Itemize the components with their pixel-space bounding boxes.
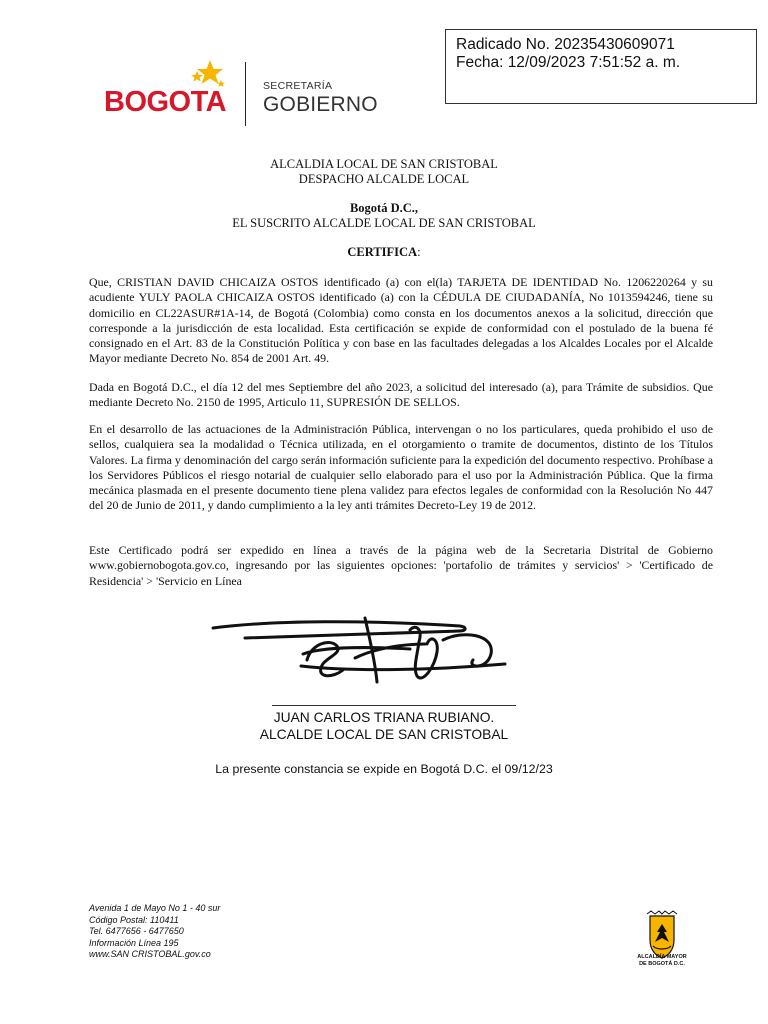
footer-address: Avenida 1 de Mayo No 1 - 40 sur: [89, 903, 221, 913]
logo-divider: [245, 62, 246, 126]
crest-caption: [620, 954, 704, 967]
certifica-colon: :: [417, 245, 421, 259]
paragraph-identification: Que, CRISTIAN DAVID CHICAIZA OSTOS identificado (a) con el(la) TARJETA DE IDENTIDAD No. 1206220264 y su acudiente YULY PAOLA CHICAIZA OSTOS identificado (a) con la CÉDULA DE CIUDADANÍA, No 1013594246, tiene su domicilio en CL22ASUR#1A-14, de Bogotá (Colombia) como consta en los documentos anexos a la solicitud, dirección que corresponde a la jurisdicción de esta localidad. Esta certificación se expide de conformidad con el postulado de la buena fé consignado en el Art. 83 de la Constitución Política y con base en las facultades delegadas a los Alcaldes Locales por el Alcalde Mayor mediante Decreto No. 854 de 2001 Art. 49.: [89, 275, 713, 366]
paragraph-seals: En el desarrollo de las actuaciones de la Administración Pública, intervengan o no los particulares, queda prohibido el uso de sellos, cualquiera sea la modalidad o Técnica utilizada, en el otorgamiento o tramite de documentos, distinto de los Títulos Valores. La firma y denominación del cargo serán información suficiente para la expedición del documento respectivo. Prohíbase a los Servidores Públicos el riesgo notarial de cualquier sello elaborado para el uso por la Administración Pública. Que la firma mecánica plasmada en el presente documento tiene plena validez para efectos legales de conformidad con la Resolución No 447 del 20 de Junio de 2011, y dando cumplimiento a la ley anti trámites Decreto-Ley 19 de 2012.: [89, 422, 713, 513]
footer-postal: Código Postal: 110411: [89, 914, 179, 925]
bogota-gobierno-logo: [100, 58, 380, 138]
radicado-number: Radicado No. 20235430609071: [456, 36, 675, 53]
signer-title: ALCALDE LOCAL DE SAN CRISTOBAL: [259, 727, 509, 742]
footer-contact: [89, 903, 220, 961]
office-line-2: DESPACHO ALCALDE LOCAL: [298, 172, 470, 186]
logo-gobierno: GOBIERNO: [263, 93, 378, 116]
bogota-crest-icon: [633, 910, 691, 980]
paragraph-online: Este Certificado podrá ser expedido en línea a través de la página web de la Secretaria Distrital de Gobierno www.gobiernobogota.gov.co, ingresando por las siguientes opciones: 'portafolio de trámites y servicios' > 'Certificado de Residencia' > 'Servicio en Línea: [89, 543, 713, 588]
issue-note: La presente constancia se expide en Bogotá D.C. el 09/12/23: [215, 762, 553, 776]
footer-info-line: Información Línea 195: [89, 937, 179, 948]
radicado-box: [445, 29, 757, 104]
crest-line-1: ALCALDÍA MAYOR: [637, 954, 687, 960]
subscriber-line: EL SUSCRITO ALCALDE LOCAL DE SAN CRISTOBAL: [232, 216, 536, 230]
crest-line-2: DE BOGOTÁ D.C.: [639, 960, 685, 967]
signature-image: [205, 600, 525, 695]
certifica-heading: [0, 244, 768, 260]
signer-name: JUAN CARLOS TRIANA RUBIANO.: [273, 710, 495, 725]
office-line-1: ALCALDIA LOCAL DE SAN CRISTOBAL: [270, 157, 498, 171]
radicado-date: Fecha: 12/09/2023 7:51:52 a. m.: [456, 54, 681, 71]
logo-secretaria: SECRETARÍA: [263, 80, 333, 92]
logo-wordmark: BOGOTA: [104, 86, 227, 118]
certifica-title: CERTIFICA: [347, 245, 418, 259]
city-line: Bogotá D.C.,: [349, 201, 419, 215]
footer-website: www.SAN CRISTOBAL.gov.co: [89, 949, 211, 960]
signature-line: [272, 705, 516, 706]
paragraph-issuance: Dada en Bogotá D.C., el día 12 del mes Septiembre del año 2023, a solicitud del interesado (a), para Trámite de subsidios. Que mediante Decreto No. 2150 de 1995, Articulo 11, SUPRESIÓN DE SELLOS.: [89, 380, 713, 410]
footer-phone: Tel. 6477656 - 6477650: [89, 926, 184, 937]
